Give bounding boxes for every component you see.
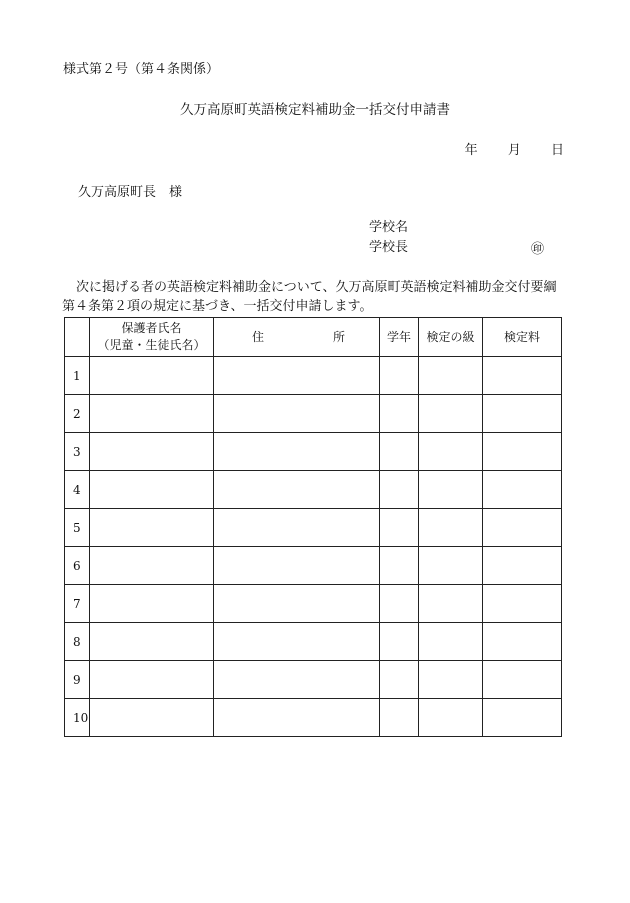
guardian-name-cell[interactable]: [90, 547, 214, 585]
header-index: [65, 318, 90, 357]
application-statement: [63, 278, 569, 316]
fee-cell[interactable]: [483, 509, 562, 547]
level-cell[interactable]: [419, 699, 483, 737]
guardian-name-cell[interactable]: [90, 433, 214, 471]
address-cell[interactable]: [214, 699, 380, 737]
guardian-name-cell[interactable]: [90, 471, 214, 509]
table-row: [65, 699, 562, 737]
address-cell[interactable]: [214, 357, 380, 395]
date-year-label: 年: [464, 143, 478, 158]
level-cell[interactable]: [419, 623, 483, 661]
row-number: 7: [65, 585, 90, 623]
address-cell[interactable]: [214, 395, 380, 433]
document-title: 久万高原町英語検定料補助金一括交付申請書: [180, 102, 450, 118]
statement-line-2: 第４条第２項の規定に基づき、一括交付申請します。: [62, 299, 373, 314]
header-guardian-name-top: 保護者氏名: [121, 321, 182, 335]
grade-cell[interactable]: [380, 357, 419, 395]
addressee: 久万高原町長 様: [78, 185, 183, 200]
date-month-label: 月: [507, 143, 521, 158]
date-line: [465, 139, 564, 158]
applicant-table: [64, 317, 562, 737]
row-number: 9: [65, 661, 90, 699]
header-address-left: 住: [252, 329, 265, 344]
school-name-label: 学校名: [369, 220, 409, 235]
fee-cell[interactable]: [483, 357, 562, 395]
table-row: [65, 395, 562, 433]
grade-cell[interactable]: [380, 433, 419, 471]
table-row: [65, 585, 562, 623]
table-row: [65, 661, 562, 699]
date-day-label: 日: [550, 143, 564, 158]
row-number: 4: [65, 471, 90, 509]
level-cell[interactable]: [419, 509, 483, 547]
header-address-right: 所: [332, 329, 345, 344]
grade-cell[interactable]: [380, 395, 419, 433]
fee-cell[interactable]: [483, 547, 562, 585]
level-cell[interactable]: [419, 395, 483, 433]
address-cell[interactable]: [214, 623, 380, 661]
table-row: [65, 547, 562, 585]
table-row: [65, 509, 562, 547]
grade-cell[interactable]: [380, 509, 419, 547]
table-row: [65, 433, 562, 471]
header-grade: 学年: [380, 318, 419, 357]
statement-line-1: 次に掲げる者の英語検定料補助金について、久万高原町英語検定料補助金交付要綱: [76, 280, 557, 295]
row-number: 8: [65, 623, 90, 661]
address-cell[interactable]: [214, 509, 380, 547]
level-cell[interactable]: [419, 471, 483, 509]
level-cell[interactable]: [419, 585, 483, 623]
address-cell[interactable]: [214, 661, 380, 699]
school-block: [369, 218, 408, 258]
row-number: 2: [65, 395, 90, 433]
address-cell[interactable]: [214, 585, 380, 623]
fee-cell[interactable]: [483, 699, 562, 737]
level-cell[interactable]: [419, 433, 483, 471]
table-row: [65, 623, 562, 661]
grade-cell[interactable]: [380, 585, 419, 623]
fee-cell[interactable]: [483, 623, 562, 661]
level-cell[interactable]: [419, 547, 483, 585]
header-guardian-name-bottom: （児童・生徒氏名）: [97, 338, 206, 352]
table-row: [65, 471, 562, 509]
row-number: 3: [65, 433, 90, 471]
address-cell[interactable]: [214, 547, 380, 585]
header-address: [214, 318, 380, 357]
header-fee: 検定料: [483, 318, 562, 357]
fee-cell[interactable]: [483, 471, 562, 509]
row-number: 10: [65, 699, 90, 737]
row-number: 5: [65, 509, 90, 547]
guardian-name-cell[interactable]: [90, 623, 214, 661]
seal-mark: ㊞: [531, 242, 545, 257]
table-header-row: [65, 318, 562, 357]
fee-cell[interactable]: [483, 433, 562, 471]
row-number: 6: [65, 547, 90, 585]
fee-cell[interactable]: [483, 661, 562, 699]
guardian-name-cell[interactable]: [90, 357, 214, 395]
guardian-name-cell[interactable]: [90, 585, 214, 623]
grade-cell[interactable]: [380, 623, 419, 661]
guardian-name-cell[interactable]: [90, 661, 214, 699]
address-cell[interactable]: [214, 471, 380, 509]
fee-cell[interactable]: [483, 395, 562, 433]
guardian-name-cell[interactable]: [90, 395, 214, 433]
grade-cell[interactable]: [380, 699, 419, 737]
grade-cell[interactable]: [380, 661, 419, 699]
school-principal-label: 学校長: [369, 240, 409, 255]
fee-cell[interactable]: [483, 585, 562, 623]
form-number: 様式第２号（第４条関係）: [63, 62, 220, 77]
table-row: [65, 357, 562, 395]
level-cell[interactable]: [419, 661, 483, 699]
row-number: 1: [65, 357, 90, 395]
grade-cell[interactable]: [380, 547, 419, 585]
address-cell[interactable]: [214, 433, 380, 471]
guardian-name-cell[interactable]: [90, 699, 214, 737]
level-cell[interactable]: [419, 357, 483, 395]
header-guardian-name: [90, 318, 214, 357]
grade-cell[interactable]: [380, 471, 419, 509]
guardian-name-cell[interactable]: [90, 509, 214, 547]
header-level: 検定の級: [419, 318, 483, 357]
